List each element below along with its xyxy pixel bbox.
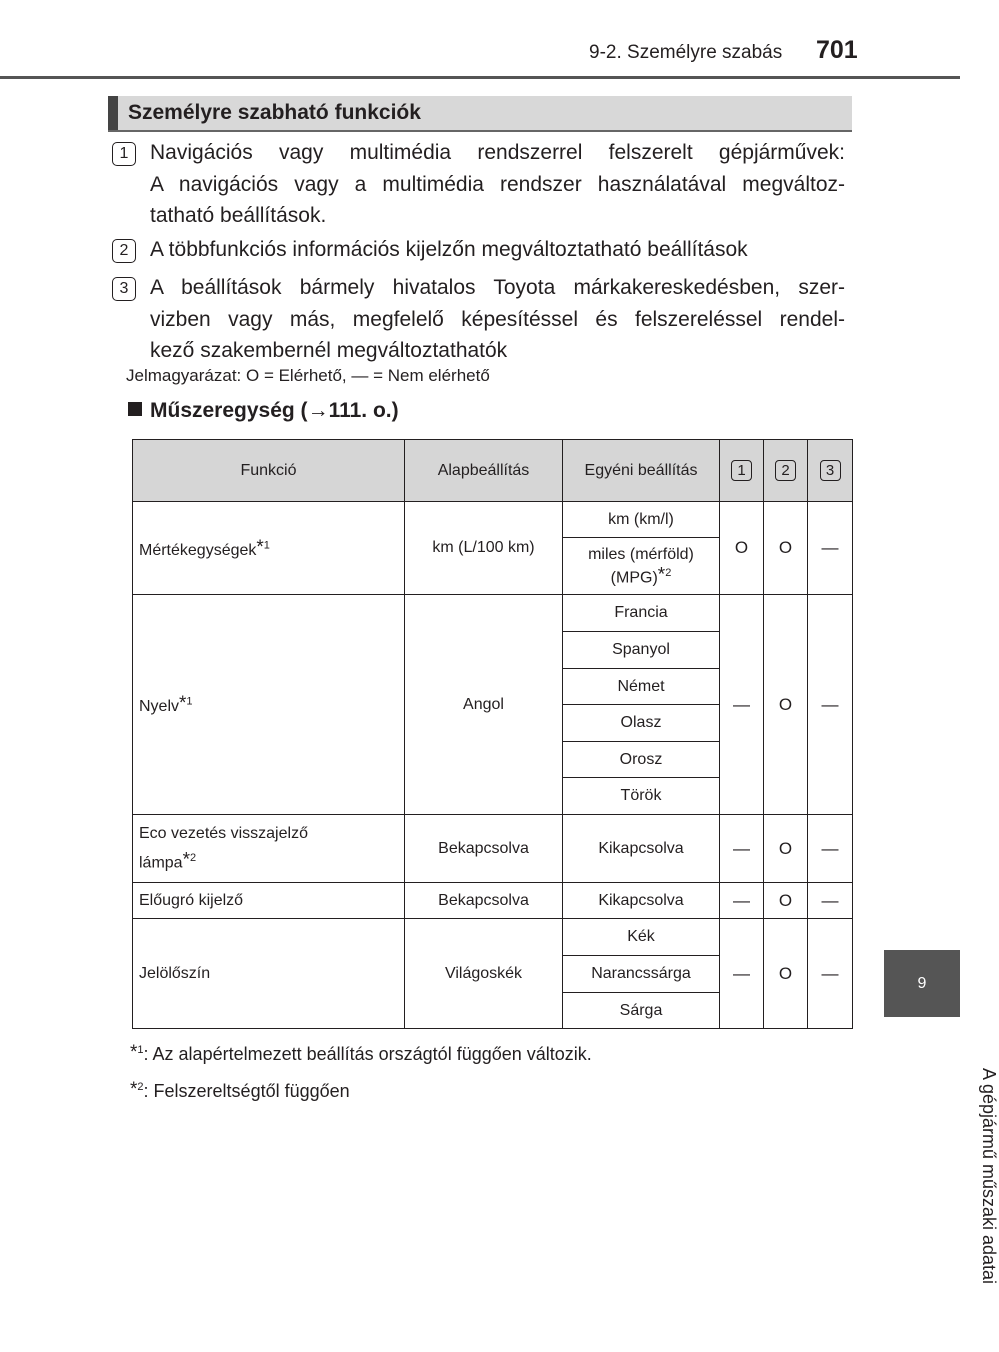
table-row xyxy=(133,502,853,538)
cell-avail-3: — xyxy=(808,815,853,883)
footnote-mark: 2 xyxy=(137,1081,144,1093)
footnote-ref: 2 xyxy=(665,566,672,579)
cell-avail-2: O xyxy=(764,595,808,815)
cell-function-color: Jelölőszín xyxy=(133,919,405,1029)
cell-option: km (km/l) xyxy=(563,502,720,538)
option-mpg: (MPG) xyxy=(610,569,658,587)
table-row xyxy=(133,883,853,919)
cell-option: Török xyxy=(563,778,720,815)
cell-default-language: Angol xyxy=(405,595,563,815)
asterisk: * xyxy=(130,1042,138,1063)
cell-option: Orosz xyxy=(563,742,720,778)
asterisk: * xyxy=(182,849,190,871)
item-1-line: A navigációs vagy a multimédia rendszer használatával megváltoz- xyxy=(150,172,845,196)
cell-option: Narancssárga xyxy=(563,956,720,993)
cell-default-eco: Bekapcsolva xyxy=(405,815,563,883)
cell-custom-eco: Kikapcsolva xyxy=(563,815,720,883)
section-title: Személyre szabható funkciók xyxy=(128,101,421,124)
asterisk: * xyxy=(130,1079,138,1100)
header-default: Alapbeállítás xyxy=(405,440,563,502)
header-custom: Egyéni beállítás xyxy=(563,440,720,502)
item-1-line: tatható beállítások. xyxy=(150,204,327,227)
header-col-1 xyxy=(720,440,764,502)
footnote-ref: 2 xyxy=(189,851,197,864)
cell-function-language xyxy=(133,595,405,815)
item-3-line: vizben vagy más, megfelelő képesítéssel és felszereléssel rendel- xyxy=(150,307,845,331)
cell-avail-1: — xyxy=(720,919,764,1029)
footnote-2 xyxy=(130,1079,350,1102)
cell-custom-popup: Kikapcsolva xyxy=(563,883,720,919)
item-1-line: Navigációs vagy multimédia rendszerrel felszerelt gépjárművek: xyxy=(150,141,845,164)
section-accent xyxy=(108,96,118,130)
header-section-title: 9-2. Személyre szabás xyxy=(589,42,783,63)
eco-label-line1: Eco vezetés visszajelző xyxy=(139,824,308,842)
cell-default-color: Világoskék xyxy=(405,919,563,1029)
item-3-line: kező szakembernél megváltoztathatók xyxy=(150,339,508,362)
cell-default-popup: Bekapcsolva xyxy=(405,883,563,919)
header-col-2 xyxy=(764,440,808,502)
cell-avail-1: — xyxy=(720,883,764,919)
cell-option: Olasz xyxy=(563,705,720,742)
cell-avail-2: O xyxy=(764,919,808,1029)
header-col-3 xyxy=(808,440,853,502)
table-row xyxy=(133,919,853,956)
footnote-1 xyxy=(130,1042,592,1065)
eco-label-line2: lámpa xyxy=(139,854,183,872)
cell-avail-3: — xyxy=(808,883,853,919)
cell-option: Spanyol xyxy=(563,632,720,669)
legend-text: Jelmagyarázat: O = Elérhető, — = Nem elérhető xyxy=(126,366,490,385)
cell-avail-2: O xyxy=(764,883,808,919)
cell-avail-1: — xyxy=(720,815,764,883)
item-3-text xyxy=(150,272,845,367)
cell-option: Francia xyxy=(563,595,720,632)
table-header-row xyxy=(133,440,853,502)
header-number-3: 3 xyxy=(820,460,841,481)
item-number-3: 3 xyxy=(112,277,136,301)
cell-avail-2: O xyxy=(764,502,808,595)
bullet-square-icon xyxy=(128,402,142,416)
header-number-2: 2 xyxy=(775,460,796,481)
table-row xyxy=(133,595,853,632)
instrument-cluster-heading xyxy=(128,399,399,423)
item-2-text xyxy=(150,234,845,266)
item-3-line: A beállítások bármely hivatalos Toyota márkakereskedésben, szer- xyxy=(150,276,845,299)
footnote-ref: 1 xyxy=(186,695,193,708)
cell-option xyxy=(563,538,720,595)
footnote-text: : Felszereltségtől függően xyxy=(143,1081,350,1101)
chapter-tab: 9 xyxy=(884,950,960,1017)
item-1-text xyxy=(150,137,845,232)
cell-function-units xyxy=(133,502,405,595)
cell-option: Német xyxy=(563,669,720,705)
option-miles: miles (mérföld) xyxy=(588,545,694,563)
cell-avail-3: — xyxy=(808,502,853,595)
cell-option: Kék xyxy=(563,919,720,956)
cell-function-popup: Előugró kijelző xyxy=(133,883,405,919)
asterisk: * xyxy=(256,536,264,558)
cell-default-units: km (L/100 km) xyxy=(405,502,563,595)
section-title-bar xyxy=(108,96,852,132)
cell-avail-3: — xyxy=(808,919,853,1029)
item-number-2: 2 xyxy=(112,239,136,263)
header-function: Funkció xyxy=(133,440,405,502)
header-number-1: 1 xyxy=(731,460,752,481)
settings-table xyxy=(132,439,853,1029)
cell-avail-3: — xyxy=(808,595,853,815)
cell-function-eco xyxy=(133,815,405,883)
header-rule xyxy=(0,76,960,79)
language-label: Nyelv xyxy=(139,698,180,715)
asterisk: * xyxy=(657,564,666,586)
item-number-1: 1 xyxy=(112,142,136,166)
arrow-right-icon: → xyxy=(307,399,329,422)
page-reference: 111. o.) xyxy=(328,399,399,422)
cell-option: Sárga xyxy=(563,993,720,1029)
table-row xyxy=(133,815,853,883)
footnote-text: : Az alapértelmezett beállítás országtól függően változik. xyxy=(143,1044,592,1064)
page-number: 701 xyxy=(816,36,858,64)
cell-avail-2: O xyxy=(764,815,808,883)
chapter-side-title: A gépjármű műszaki adatai xyxy=(979,1067,999,1285)
item-2-line: A többfunkciós információs kijelzőn megváltoztatható beállítások xyxy=(150,238,748,261)
footnote-mark: 1 xyxy=(137,1044,144,1056)
footnote-ref: 1 xyxy=(263,539,270,552)
asterisk: * xyxy=(179,693,187,714)
cell-avail-1: O xyxy=(720,502,764,595)
cell-avail-1: — xyxy=(720,595,764,815)
heading-label: Műszeregység ( xyxy=(150,399,308,422)
units-label: Mértékegységek xyxy=(139,541,257,559)
